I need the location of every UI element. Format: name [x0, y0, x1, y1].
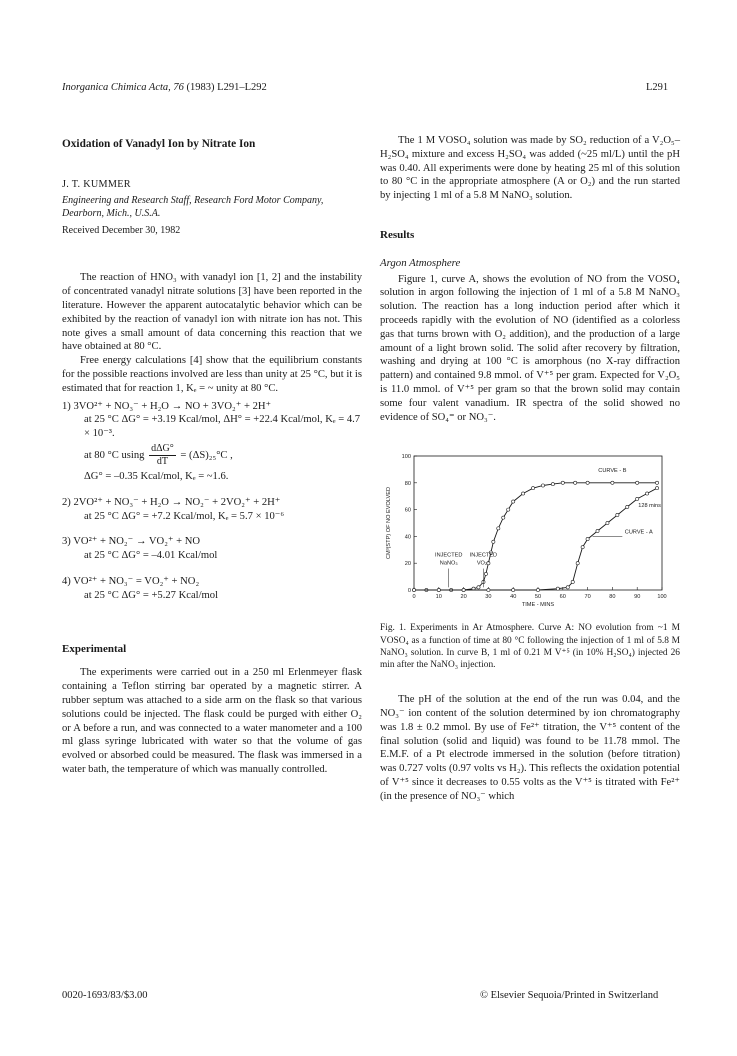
curve-b-point — [636, 482, 639, 485]
x-tick-label: 20 — [460, 594, 467, 601]
y-tick-label: 80 — [404, 481, 411, 488]
inject-nano3-label: INJECTED — [435, 552, 463, 559]
x-tick-label: 0 — [412, 594, 416, 601]
solution-prep-paragraph: The 1 M VOSO₄ solution was made by SO₂ reduction of a V₂O₅–H₂SO₄ mixture and excess H₂SO₄ was added (~25 ml/L) until the pH was 0.40. All experiments were done by heating 25 ml of this solution to 80 °C in the appropriate atmosphere (A or O₂) and the run started by injecting 1 ml of a 5.8 M NaNO₃ solution. — [380, 135, 680, 202]
no-evolution-chart — [380, 448, 680, 616]
equation-1-conditions: at 25 °C ΔG° = +3.19 Kcal/mol, ΔH° = +22.4 Kcal/mol, Kₑ = 4.7 × 10⁻³. — [84, 414, 361, 440]
curve-b-point — [561, 482, 564, 485]
x-tick-label: 40 — [510, 594, 517, 601]
journal-year-pages: (1983) L291–L292 — [186, 82, 267, 93]
x-tick-label: 10 — [435, 594, 442, 601]
y-axis-label: CM³(STP) OF NO EVOLVED — [386, 487, 392, 560]
article-title: Oxidation of Vanadyl Ion by Nitrate Ion — [62, 138, 256, 150]
equation-2-conditions: at 25 °C ΔG° = +7.2 Kcal/mol, Kₑ = 5.7 × 10⁻⁶ — [84, 510, 285, 522]
argon-paragraph: Figure 1, curve A, shows the evolution of NO from the VOSO₄ solution in argon following the injection of 1 ml of a 5.8 M NaNO₃ solution. The reaction has a long induction period after which it proceeds rapidly with the evolution of NO (identified as a colorless gas that turns brown with O₂ addition), and the production of a large amount of a light brown solid. The solid after recovery by filtration, washing and drying at 100 °C is amorphous (no X-ray diffraction pattern) and contained 9.8 mmol. of V⁺⁵ per gram. Expected for V₂O₅ is 11.0 mmol. of V⁺⁵ per gram so that the brown solid may contain some four valent vanadium. IR spectra of the solid showed no evidence of SO₄⁼ or NO₃⁻. — [380, 273, 680, 423]
fraction-denominator: dT — [156, 455, 168, 467]
curve-b-point — [655, 482, 658, 485]
equation-1-80c-prefix: at 80 °C using — [84, 449, 145, 461]
figure-1 — [380, 448, 680, 616]
experimental-paragraph: The experiments were carried out in a 250 ml Erlenmeyer flask containing a Teflon stirring bar operated by a magnetic stirrer. A rubber septum was attached to a side arm on the flask so that various solutions could be injected. The flask could be purged with either O₂ or A before a run, and was connected to a water manometer and a 100 ml glass syringe lubricated with water so that the volume of gas evolved or absorbed could be measured. The flask was immersed in a water bath, the temperature of which was manually controlled. — [62, 667, 362, 775]
curve-a-point — [596, 530, 599, 533]
page-number: L291 — [646, 82, 669, 93]
curve-a-point — [581, 546, 584, 549]
curve-a-point — [536, 589, 539, 592]
equation-3: 3) VO²⁺ + NO₂⁻ → VO₂⁺ + NO — [62, 536, 201, 548]
intro-paragraph-2: Free energy calculations [4] show that the equilibrium constants for the possible reactions involved are less than unity at 25 °C, but it is estimated that for reaction 1, Kₑ = ~ unity at 80 °C. — [62, 355, 362, 394]
equation-2: 2) 2VO²⁺ + NO₃⁻ + H₂O → NO₂⁻ + 2VO₂⁺ + 2H⁺ — [62, 496, 281, 508]
y-tick-label: 60 — [404, 507, 411, 514]
curve-a-point — [655, 487, 658, 490]
x-tick-label: 90 — [634, 594, 641, 601]
curve-a-point — [646, 492, 649, 495]
right-column — [380, 134, 680, 804]
equation-1-result: ΔG° = –0.35 Kcal/mol, Kₑ = ~1.6. — [84, 470, 229, 482]
x-axis-label: TIME - MINS — [521, 602, 555, 609]
equation-1-80c-suffix: = (ΔS)₂₅°C , — [180, 449, 233, 461]
curve-a-label: CURVE - A — [624, 530, 653, 537]
curve-a-point — [636, 498, 639, 501]
curve-a-point — [571, 581, 574, 584]
curve-a-point — [512, 589, 515, 592]
y-tick-label: 100 — [401, 454, 411, 461]
experimental-heading: Experimental — [62, 642, 127, 655]
footer-code: 0020-1693/83/$3.00 — [62, 990, 148, 1001]
curve-b-label: CURVE - B — [598, 468, 627, 475]
y-tick-label: 20 — [404, 561, 411, 568]
curve-a-point — [437, 589, 440, 592]
x-tick-label: 80 — [609, 594, 616, 601]
curve-b-point — [531, 487, 534, 490]
ph-paragraph: The pH of the solution at the end of the run was 0.04, and the NO₃⁻ ion content of the solution determined by ion chromatography was 1.8 ± 0.2 mmol. By use of Fe²⁺ titration, the V⁺⁵ content of the final solution (solid and liquid) was found to be 11.78 mmol. The E.M.F. of a Pt electrode immersed in the solution (before titration) was 0.727 volts (0.97 volts vs H₂). This reflects the oxidation potential of V⁺⁵ since it decreases to 0.55 volts as the V⁺⁵ is titrated with Fe²⁺ (in the presence of NO₃⁻ which — [380, 694, 680, 802]
curve-b-point — [611, 482, 614, 485]
curve-a-point — [626, 506, 629, 509]
derivative-fraction — [149, 443, 176, 468]
equation-1-80c — [62, 443, 362, 468]
journal-citation — [62, 82, 267, 93]
curve-a-point — [566, 586, 569, 589]
x-tick-label: 60 — [559, 594, 566, 601]
left-column — [62, 134, 362, 777]
inject-vo2-species: VO₂⁺ — [476, 560, 491, 567]
curve-a-point — [576, 562, 579, 565]
intro-paragraph-1: The reaction of HNO₃ with vanadyl ion [1, 2] and the instability of concentrated vanadyl nitrate solutions [3] have been reported in the literature. However the apparent autocatalytic behavior which can be exhibited by the reaction of vanadyl ion with nitrate ion has not. This note gives a small amount of data concerning this reaction that we have obtained at 80 °C. — [62, 272, 362, 353]
plot-frame — [414, 456, 662, 590]
curve-a-line — [414, 489, 657, 591]
curve-b-point — [492, 541, 495, 544]
inject-nano3-species: NaNO₃ — [439, 560, 458, 567]
curve-b-point — [507, 508, 510, 511]
x-tick-label: 50 — [534, 594, 542, 601]
x-tick-label: 30 — [485, 594, 492, 601]
curve-b-point — [551, 483, 554, 486]
curve-a-point — [487, 589, 490, 592]
curve-a-point — [606, 522, 609, 525]
curve-a-point — [412, 589, 415, 592]
inject-vo2-label: INJECTED — [469, 552, 498, 559]
fraction-numerator: dΔG° — [151, 442, 174, 454]
curve-b-point — [586, 482, 589, 485]
curve-a-point — [462, 589, 465, 592]
equation-4-conditions: at 25 °C ΔG° = +5.27 Kcal/mol — [84, 589, 219, 601]
curve-b-point — [484, 573, 487, 576]
article-author: J. T. KUMMER — [62, 178, 131, 190]
received-date: Received December 30, 1982 — [62, 224, 181, 236]
curve-b-point — [522, 492, 525, 495]
equation-1: 1) 3VO²⁺ + NO₃⁻ + H₂O → NO + 3VO₂⁺ + 2H⁺ — [62, 400, 272, 412]
equation-4: 4) VO²⁺ + NO₃⁻ = VO₂⁺ + NO₂ — [62, 575, 200, 587]
equation-3-conditions: at 25 °C ΔG° = –4.01 Kcal/mol — [84, 550, 218, 562]
figure-1-caption: Fig. 1. Experiments in Ar Atmosphere. Curve A: NO evolution from ~1 M VOSO₄ as a function of time at 80 °C following the injection of 1 ml of 5.8 M NaNO₃ solution. In curve B, 1 ml of 0.21 M V⁺⁵ (in 10% H₂SO₄) injected 26 min after the NaNO₃ injection. — [380, 623, 680, 670]
y-tick-label: 40 — [404, 534, 411, 541]
article-affiliation: Engineering and Research Staff, Research Ford Motor Company, Dearborn, Mich., U.S.A. — [62, 194, 324, 219]
journal-volume: 76 — [173, 82, 184, 93]
x-tick-label: 70 — [584, 594, 591, 601]
chart-ticks — [402, 454, 667, 600]
argon-subheading: Argon Atmosphere — [380, 256, 461, 269]
curve-b-point — [497, 527, 500, 530]
chart-axes — [386, 456, 662, 608]
results-heading: Results — [380, 228, 415, 241]
end-time-label: 128 mins — [638, 503, 661, 510]
curve-a-point — [616, 514, 619, 517]
curve-b-point — [541, 484, 544, 487]
curve-b-point — [477, 586, 480, 589]
curve-b-point — [574, 482, 577, 485]
curve-b-point — [502, 516, 505, 519]
footer-publisher: © Elsevier Sequoia/Printed in Switzerland — [480, 990, 659, 1001]
y-tick-label: 0 — [407, 588, 411, 595]
curve-b-point — [512, 500, 515, 503]
journal-name: Inorganica Chimica Acta, — [62, 82, 171, 93]
x-tick-label: 100 — [657, 594, 667, 601]
curve-a-point — [586, 538, 589, 541]
curve-a-point — [556, 587, 559, 590]
chart-annotations — [435, 468, 661, 587]
